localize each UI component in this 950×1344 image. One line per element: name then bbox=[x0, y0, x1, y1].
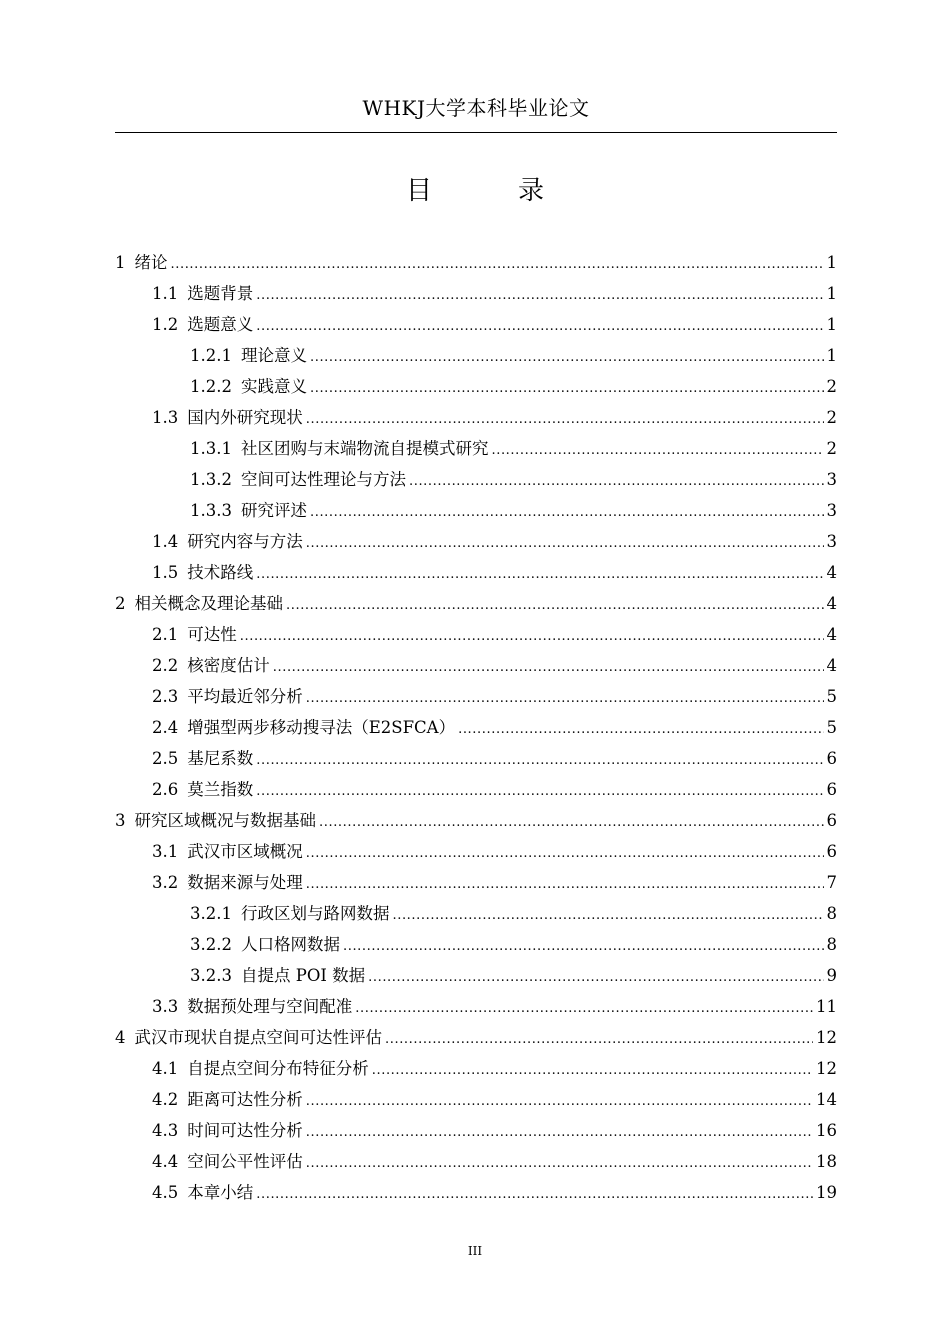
toc-entry-page: 7 bbox=[826, 873, 837, 892]
toc-entry-number: 3.2 bbox=[152, 873, 179, 892]
toc-entry[interactable] bbox=[115, 991, 837, 1022]
toc-entry-title: 理论意义 bbox=[240, 346, 307, 365]
toc-entry-number: 1.2.2 bbox=[190, 377, 232, 396]
toc-leader-dots bbox=[286, 588, 824, 621]
toc-entry[interactable] bbox=[115, 929, 837, 960]
toc-entry[interactable] bbox=[115, 495, 837, 526]
toc-leader-dots bbox=[256, 557, 823, 590]
toc-entry-page: 5 bbox=[826, 687, 837, 706]
toc-entry-page: 6 bbox=[826, 749, 837, 768]
toc-entry-page: 4 bbox=[826, 594, 837, 613]
toc-entry-number: 1.2.1 bbox=[190, 346, 232, 365]
toc-entry-number: 3.3 bbox=[152, 997, 179, 1016]
table-of-contents bbox=[115, 247, 837, 1208]
toc-entry-number: 1.3.3 bbox=[190, 501, 232, 520]
page-number: III bbox=[467, 1244, 483, 1258]
toc-entry-page: 19 bbox=[816, 1183, 837, 1202]
toc-leader-dots bbox=[310, 371, 824, 404]
toc-entry-title: 行政区划与路网数据 bbox=[240, 904, 390, 923]
toc-entry-title: 研究区域概况与数据基础 bbox=[134, 811, 316, 830]
toc-entry-page: 16 bbox=[816, 1121, 837, 1140]
toc-entry-number: 3.2.1 bbox=[190, 904, 232, 923]
toc-entry-number: 4.2 bbox=[152, 1090, 179, 1109]
toc-entry-page: 14 bbox=[816, 1090, 837, 1109]
toc-entry-title: 基尼系数 bbox=[187, 749, 254, 768]
toc-entry-page: 1 bbox=[826, 346, 837, 365]
toc-entry[interactable] bbox=[115, 619, 837, 650]
toc-entry-page: 4 bbox=[826, 625, 837, 644]
toc-leader-dots bbox=[306, 836, 824, 869]
toc-leader-dots bbox=[306, 526, 824, 559]
toc-entry[interactable] bbox=[115, 898, 837, 929]
toc-entry-title: 空间公平性评估 bbox=[187, 1152, 303, 1171]
toc-leader-dots bbox=[392, 898, 823, 931]
toc-entry[interactable] bbox=[115, 309, 837, 340]
toc-entry-page: 12 bbox=[816, 1059, 837, 1078]
toc-entry[interactable] bbox=[115, 960, 837, 991]
toc-entry-page: 11 bbox=[816, 997, 837, 1016]
toc-entry[interactable] bbox=[115, 1022, 837, 1053]
toc-entry-page: 6 bbox=[826, 780, 837, 799]
toc-entry-page: 3 bbox=[826, 470, 837, 489]
toc-entry[interactable] bbox=[115, 836, 837, 867]
toc-entry-title: 距离可达性分析 bbox=[187, 1090, 303, 1109]
toc-leader-dots bbox=[273, 650, 824, 683]
toc-entry-number: 1.2 bbox=[152, 315, 179, 334]
toc-leader-dots bbox=[310, 340, 824, 373]
toc-leader-dots bbox=[256, 774, 823, 807]
toc-leader-dots bbox=[256, 278, 823, 311]
toc-entry-page: 6 bbox=[826, 842, 837, 861]
toc-entry-page: 8 bbox=[826, 935, 837, 954]
toc-entry-number: 1.3.2 bbox=[190, 470, 232, 489]
toc-leader-dots bbox=[310, 495, 824, 528]
toc-entry-number: 2.2 bbox=[152, 656, 179, 675]
toc-entry-title: 可达性 bbox=[187, 625, 237, 644]
toc-entry-title: 研究评述 bbox=[240, 501, 307, 520]
toc-entry[interactable] bbox=[115, 1084, 837, 1115]
toc-entry[interactable] bbox=[115, 464, 837, 495]
toc-entry[interactable] bbox=[115, 1177, 837, 1208]
toc-leader-dots bbox=[306, 1115, 813, 1148]
toc-entry-title: 绪论 bbox=[134, 253, 168, 272]
toc-entry[interactable] bbox=[115, 433, 837, 464]
toc-entry[interactable] bbox=[115, 681, 837, 712]
toc-leader-dots bbox=[306, 681, 824, 714]
toc-entry-title: 技术路线 bbox=[187, 563, 254, 582]
toc-entry[interactable] bbox=[115, 588, 837, 619]
toc-entry-number: 4.3 bbox=[152, 1121, 179, 1140]
toc-entry[interactable] bbox=[115, 805, 837, 836]
toc-entry-title: 本章小结 bbox=[187, 1183, 254, 1202]
toc-entry-title: 核密度估计 bbox=[187, 656, 270, 675]
toc-entry-title: 武汉市区域概况 bbox=[187, 842, 303, 861]
toc-entry-page: 2 bbox=[826, 377, 837, 396]
toc-leader-dots bbox=[458, 712, 823, 745]
toc-entry[interactable] bbox=[115, 712, 837, 743]
toc-entry-title: 数据预处理与空间配准 bbox=[187, 997, 353, 1016]
toc-entry-title: 国内外研究现状 bbox=[187, 408, 303, 427]
toc-entry[interactable] bbox=[115, 371, 837, 402]
toc-entry[interactable] bbox=[115, 402, 837, 433]
toc-entry-page: 12 bbox=[816, 1028, 837, 1047]
toc-entry-number: 1.5 bbox=[152, 563, 179, 582]
toc-entry[interactable] bbox=[115, 743, 837, 774]
toc-entry[interactable] bbox=[115, 526, 837, 557]
toc-leader-dots bbox=[319, 805, 824, 838]
toc-entry-page: 8 bbox=[826, 904, 837, 923]
toc-leader-dots bbox=[171, 247, 824, 280]
toc-entry-page: 1 bbox=[826, 253, 837, 272]
toc-entry-title: 社区团购与末端物流自提模式研究 bbox=[240, 439, 489, 458]
toc-leader-dots bbox=[491, 433, 823, 466]
toc-entry[interactable] bbox=[115, 247, 837, 278]
toc-leader-dots bbox=[256, 1177, 813, 1210]
toc-entry[interactable] bbox=[115, 774, 837, 805]
toc-entry-title: 增强型两步移动搜寻法（E2SFCA） bbox=[187, 718, 456, 737]
toc-entry-title: 选题意义 bbox=[187, 315, 254, 334]
toc-entry-number: 4.4 bbox=[152, 1152, 179, 1171]
toc-leader-dots bbox=[372, 1053, 813, 1086]
toc-entry-title: 数据来源与处理 bbox=[187, 873, 303, 892]
toc-leader-dots bbox=[306, 867, 824, 900]
toc-leader-dots bbox=[368, 960, 823, 993]
toc-entry[interactable] bbox=[115, 1146, 837, 1177]
toc-entry-number: 2.5 bbox=[152, 749, 179, 768]
toc-entry-number: 1.3.1 bbox=[190, 439, 232, 458]
toc-entry-title: 武汉市现状自提点空间可达性评估 bbox=[134, 1028, 382, 1047]
toc-entry-number: 4.5 bbox=[152, 1183, 179, 1202]
toc-entry-title: 自提点 POI 数据 bbox=[240, 966, 366, 985]
toc-entry-title: 实践意义 bbox=[240, 377, 307, 396]
toc-leader-dots bbox=[306, 1084, 813, 1117]
toc-entry-page: 2 bbox=[826, 439, 837, 458]
toc-entry-number: 1.1 bbox=[152, 284, 179, 303]
toc-entry[interactable] bbox=[115, 867, 837, 898]
toc-leader-dots bbox=[306, 1146, 813, 1179]
toc-entry-title: 人口格网数据 bbox=[240, 935, 340, 954]
toc-entry-number: 3.2.3 bbox=[190, 966, 232, 985]
toc-entry-number: 4 bbox=[115, 1028, 126, 1047]
toc-entry-page: 9 bbox=[826, 966, 837, 985]
toc-leader-dots bbox=[343, 929, 824, 962]
toc-entry-number: 2.3 bbox=[152, 687, 179, 706]
toc-entry-number: 2.1 bbox=[152, 625, 179, 644]
toc-entry-title: 相关概念及理论基础 bbox=[134, 594, 283, 613]
toc-entry-number: 2.4 bbox=[152, 718, 179, 737]
toc-entry-page: 4 bbox=[826, 656, 837, 675]
toc-entry-page: 3 bbox=[826, 532, 837, 551]
toc-entry-page: 2 bbox=[826, 408, 837, 427]
toc-entry-number: 3.1 bbox=[152, 842, 179, 861]
toc-entry-title: 时间可达性分析 bbox=[187, 1121, 303, 1140]
toc-entry-title: 莫兰指数 bbox=[187, 780, 254, 799]
toc-entry-number: 1.3 bbox=[152, 408, 179, 427]
toc-entry[interactable] bbox=[115, 1053, 837, 1084]
toc-entry-page: 4 bbox=[826, 563, 837, 582]
toc-entry-page: 1 bbox=[826, 315, 837, 334]
toc-entry-number: 2.6 bbox=[152, 780, 179, 799]
toc-entry-number: 1 bbox=[115, 253, 126, 272]
header-rule bbox=[115, 132, 837, 133]
toc-entry-page: 5 bbox=[826, 718, 837, 737]
toc-entry[interactable] bbox=[115, 557, 837, 588]
toc-entry[interactable] bbox=[115, 1115, 837, 1146]
toc-entry-number: 3 bbox=[115, 811, 126, 830]
toc-leader-dots bbox=[409, 464, 824, 497]
toc-leader-dots bbox=[240, 619, 824, 652]
toc-title: 目 录 bbox=[405, 176, 574, 206]
toc-entry[interactable] bbox=[115, 340, 837, 371]
toc-leader-dots bbox=[385, 1022, 813, 1055]
toc-entry-title: 选题背景 bbox=[187, 284, 254, 303]
toc-entry-title: 自提点空间分布特征分析 bbox=[187, 1059, 369, 1078]
toc-leader-dots bbox=[306, 402, 824, 435]
toc-entry-number: 3.2.2 bbox=[190, 935, 232, 954]
toc-entry[interactable] bbox=[115, 650, 837, 681]
toc-entry-title: 研究内容与方法 bbox=[187, 532, 303, 551]
toc-entry-page: 1 bbox=[826, 284, 837, 303]
toc-entry-number: 1.4 bbox=[152, 532, 179, 551]
toc-entry-title: 空间可达性理论与方法 bbox=[240, 470, 406, 489]
toc-entry-title: 平均最近邻分析 bbox=[187, 687, 303, 706]
toc-entry-page: 6 bbox=[826, 811, 837, 830]
toc-entry-page: 3 bbox=[826, 501, 837, 520]
toc-leader-dots bbox=[355, 991, 813, 1024]
toc-entry-page: 18 bbox=[816, 1152, 837, 1171]
running-header: WHKJ大学本科毕业论文 bbox=[362, 96, 590, 120]
toc-entry-number: 2 bbox=[115, 594, 126, 613]
toc-entry-number: 4.1 bbox=[152, 1059, 179, 1078]
toc-entry[interactable] bbox=[115, 278, 837, 309]
toc-leader-dots bbox=[256, 743, 823, 776]
toc-leader-dots bbox=[256, 309, 823, 342]
